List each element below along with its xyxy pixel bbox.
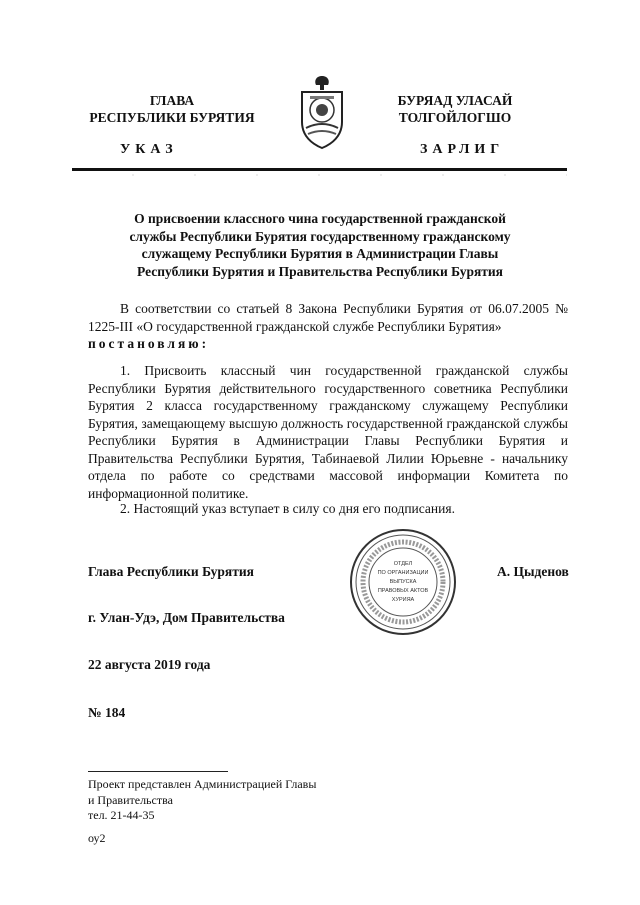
header-right-line2: ТОЛГОЙЛОГШО: [398, 110, 512, 125]
footnote-line2: и Правительства: [88, 792, 173, 807]
title-line1: О присвоении классного чина государственной гражданской: [134, 211, 506, 226]
header-left: [72, 92, 272, 126]
title-line3: служащему Республики Бурятия в Администрации Главы: [141, 246, 499, 261]
title-line4: Республики Бурятия и Правительства Республики Бурятия: [137, 263, 503, 279]
signatory-name: А. Цыденов: [497, 564, 569, 579]
header-left-line2: РЕСПУБЛИКИ БУРЯТИЯ: [89, 110, 255, 125]
preamble-colon: :: [201, 336, 207, 351]
stamp-line4: ПРАВОВЫХ АКТОВ: [377, 588, 429, 594]
official-stamp-icon: [348, 527, 458, 637]
signatory-position: Глава Республики Бурятия: [88, 564, 254, 579]
title-line2: службы Республики Бурятия государственному гражданскому: [129, 228, 511, 244]
footnote-line3: тел. 21-44-35: [88, 808, 155, 822]
signing-date: 22 августа 2019 года: [88, 657, 211, 672]
decree-label-left: УКАЗ: [120, 142, 178, 157]
preamble-text: В соответствии со статьей 8 Закона Республики Бурятия от 06.07.2005 № 1225-III «О государственной гражданской службе Республики Бурятия»: [88, 301, 568, 334]
header-left-line1: ГЛАВА: [149, 93, 195, 108]
header-right-line1: БУРЯАД УЛАСАЙ: [397, 93, 513, 108]
stamp-line2: ПО ОРГАНИЗАЦИИ: [377, 570, 429, 576]
header-right: [350, 92, 560, 126]
stamp-line1: ОТДЕЛ: [393, 561, 413, 567]
footnote-line1: Проект представлен Администрацией Главы: [88, 777, 317, 791]
document-code: оу2: [88, 831, 106, 845]
item-1-paragraph: 1. Присвоить классный чин государственной гражданской службы Республики Бурятия действительного государственного советника Республики Бурятия 2 класса государственному гражданскому служащему Республики Бурятия, замещающему высшую должность государственной гражданской службы Республики Бурятия в Администрации Главы Республики Бурятия и Правительства Республики Бурятия, Табинаевой Лилии Юрьевне - начальнику отдела по работе со средствами массовой информации Комитета по информационной политике.: [88, 363, 568, 501]
coat-of-arms-icon: [296, 72, 348, 152]
decree-label-right: ЗАРЛИГ: [420, 142, 505, 157]
signing-place: г. Улан-Удэ, Дом Правительства: [88, 610, 285, 625]
stamp-line3: ВЫПУСКА: [389, 579, 417, 585]
document-title: [100, 210, 540, 280]
footnote: [88, 777, 316, 824]
preamble-keyword: постановляю: [88, 336, 202, 351]
decree-number: № 184: [88, 705, 126, 720]
footnote-divider: [88, 771, 228, 772]
header-divider: [72, 168, 567, 171]
item-2-paragraph: 2. Настоящий указ вступает в силу со дня его подписания.: [120, 501, 455, 516]
preamble-paragraph: [88, 300, 568, 353]
header-dotted-line: [72, 172, 567, 178]
stamp-line5: ХУРИЯА: [391, 597, 415, 603]
